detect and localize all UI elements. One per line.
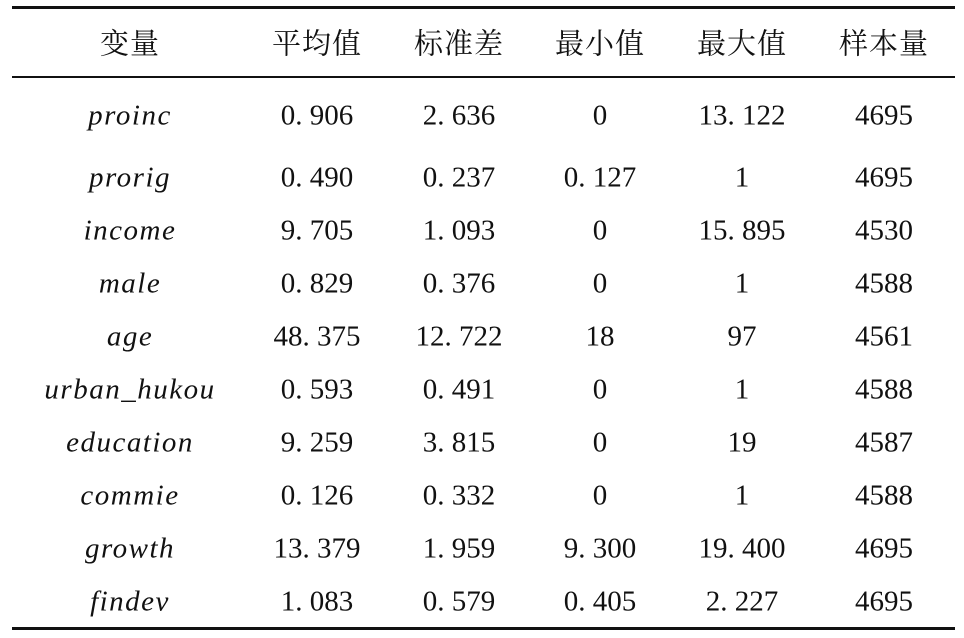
cell-min: 0 [592, 479, 608, 512]
cell-mean: 9. 259 [280, 426, 354, 459]
cell-mean: 1. 083 [280, 585, 354, 618]
header-max: 最大值 [696, 26, 788, 61]
cell-min: 0 [592, 426, 608, 459]
cell-mean: 0. 593 [280, 373, 354, 406]
cell-min: 0 [592, 214, 608, 247]
cell-min: 0 [592, 99, 608, 132]
cell-n: 4588 [855, 267, 913, 300]
cell-variable: education [66, 426, 194, 459]
cell-sd: 3. 815 [422, 426, 496, 459]
cell-mean: 0. 490 [280, 161, 354, 194]
cell-sd: 0. 579 [422, 585, 496, 618]
cell-min: 0. 405 [563, 585, 637, 618]
cell-mean: 0. 126 [280, 479, 354, 512]
cell-max: 1 [734, 161, 750, 194]
table-header-rule [12, 76, 955, 78]
cell-min: 0 [592, 373, 608, 406]
cell-min: 0 [592, 267, 608, 300]
cell-sd: 0. 332 [422, 479, 496, 512]
cell-sd: 2. 636 [422, 99, 496, 132]
cell-min: 18 [585, 320, 615, 353]
cell-variable: male [98, 267, 162, 300]
header-variable: 变量 [99, 26, 161, 61]
cell-variable: findev [90, 585, 170, 618]
header-sd: 标准差 [413, 26, 505, 61]
cell-max: 13. 122 [698, 99, 786, 132]
cell-sd: 0. 376 [422, 267, 496, 300]
cell-n: 4588 [855, 373, 913, 406]
cell-n: 4695 [855, 585, 913, 618]
cell-sd: 0. 491 [422, 373, 496, 406]
cell-variable: prorig [88, 161, 172, 194]
cell-max: 97 [727, 320, 757, 353]
cell-max: 1 [734, 267, 750, 300]
cell-max: 1 [734, 479, 750, 512]
cell-max: 19 [727, 426, 757, 459]
cell-mean: 13. 379 [273, 532, 361, 565]
cell-n: 4587 [855, 426, 913, 459]
header-mean: 平均值 [271, 26, 363, 61]
cell-variable: commie [80, 479, 180, 512]
cell-mean: 48. 375 [273, 320, 361, 353]
cell-variable: income [83, 214, 177, 247]
cell-variable: urban_hukou [44, 373, 216, 406]
cell-sd: 1. 959 [422, 532, 496, 565]
cell-sd: 12. 722 [415, 320, 503, 353]
cell-sd: 1. 093 [422, 214, 496, 247]
cell-mean: 0. 906 [280, 99, 354, 132]
cell-variable: age [106, 320, 154, 353]
cell-mean: 9. 705 [280, 214, 354, 247]
cell-max: 1 [734, 373, 750, 406]
cell-max: 15. 895 [698, 214, 786, 247]
cell-mean: 0. 829 [280, 267, 354, 300]
cell-n: 4530 [855, 214, 913, 247]
cell-max: 19. 400 [698, 532, 786, 565]
cell-n: 4588 [855, 479, 913, 512]
cell-n: 4695 [855, 99, 913, 132]
cell-n: 4695 [855, 532, 913, 565]
cell-min: 9. 300 [563, 532, 637, 565]
table-bottom-rule [12, 627, 955, 630]
table-top-rule [12, 6, 955, 9]
header-min: 最小值 [554, 26, 646, 61]
cell-sd: 0. 237 [422, 161, 496, 194]
cell-variable: growth [84, 532, 176, 565]
cell-min: 0. 127 [563, 161, 637, 194]
cell-variable: proinc [88, 99, 172, 132]
cell-max: 2. 227 [705, 585, 779, 618]
cell-n: 4561 [855, 320, 913, 353]
cell-n: 4695 [855, 161, 913, 194]
header-n: 样本量 [838, 26, 930, 61]
